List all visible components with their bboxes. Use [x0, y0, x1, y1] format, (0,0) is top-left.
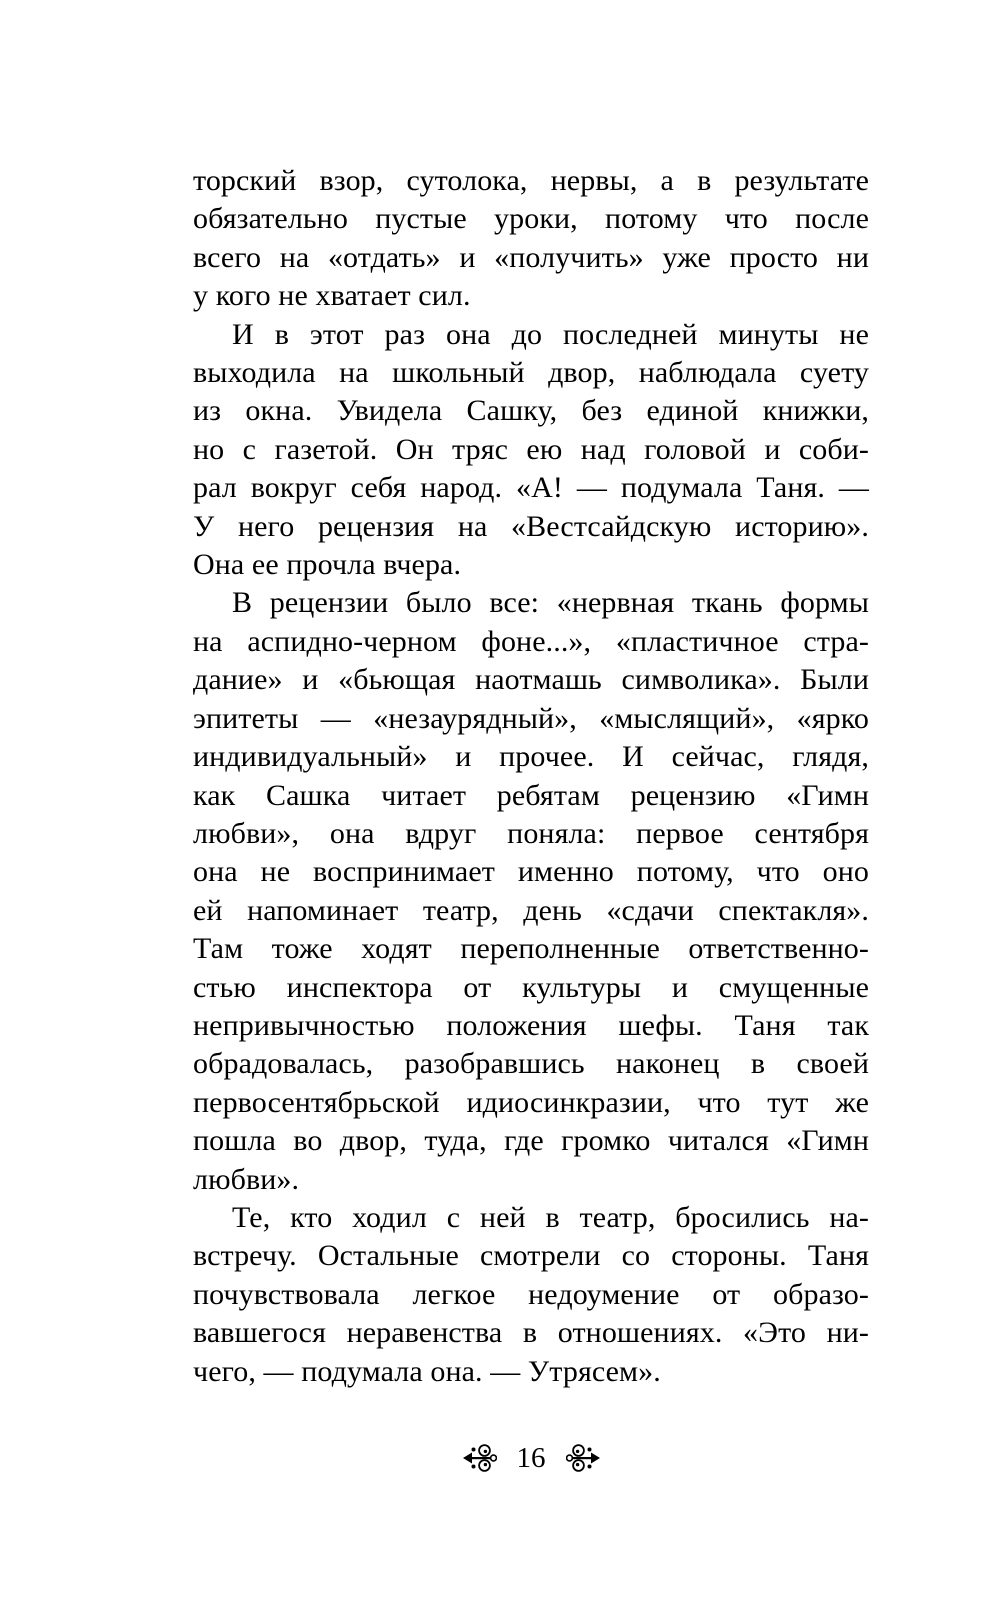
text-line: обрадовалась, разобравшись наконец в своей	[193, 1047, 869, 1081]
text-line: обязательно пустые уроки, потому что после	[193, 202, 869, 236]
text-line: но с газетой. Он тряс ею над головой и соби-	[193, 432, 869, 466]
text-line: встречу. Остальные смотрели со стороны. Таня	[193, 1239, 869, 1273]
text-line: ей напоминает театр, день «сдачи спектакля».	[193, 893, 869, 927]
paragraph	[193, 162, 869, 316]
text-line: всего на «отдать» и «получить» уже просто ни	[193, 240, 869, 274]
text-block	[193, 162, 869, 1391]
text-line: Она ее прочла вчера.	[193, 548, 462, 582]
fleuron-left-icon	[463, 1443, 497, 1473]
text-line: Там тоже ходят переполненные ответственно-	[193, 932, 869, 966]
text-line: на аспидно-черном фоне...», «пластичное стра-	[193, 624, 869, 658]
text-line: эпитеты — «незаурядный», «мыслящий», «ярко	[193, 701, 869, 735]
text-line: стью инспектора от культуры и смущенные	[193, 970, 869, 1004]
fleuron-right-icon	[566, 1443, 600, 1473]
text-line: почувствовала легкое недоумение от образо-	[193, 1277, 869, 1311]
text-line: дание» и «бьющая наотмашь символика». Были	[193, 663, 869, 697]
text-line: вавшегося неравенства в отношениях. «Это ни-	[193, 1316, 869, 1350]
text-line: любви», она вдруг поняла: первое сентября	[193, 816, 869, 850]
text-line: Те, кто ходил с ней в театр, бросились на-	[232, 1200, 869, 1234]
text-line: у кого не хватает сил.	[193, 279, 471, 313]
text-line: чего, — подумала она. — Утрясем».	[193, 1354, 661, 1388]
text-line: выходила на школьный двор, наблюдала суету	[193, 356, 869, 390]
text-line: пошла во двор, туда, где громко читался «Гимн	[193, 1124, 869, 1158]
text-line: торский взор, сутолока, нервы, а в результате	[193, 164, 869, 197]
text-line: непривычностью положения шефы. Таня так	[193, 1008, 869, 1042]
paragraph	[193, 584, 869, 1199]
page-number: 16	[516, 1441, 546, 1474]
paragraph	[193, 1199, 869, 1391]
text-line: первосентябрьской идиосинкразии, что тут же	[193, 1085, 869, 1119]
text-line: как Сашка читает ребятам рецензию «Гимн	[193, 778, 869, 812]
text-line: У него рецензия на «Вестсайдскую историю».	[193, 509, 869, 543]
text-line: она не воспринимает именно потому, что оно	[193, 855, 869, 889]
text-line: любви».	[193, 1162, 300, 1196]
paragraph	[193, 316, 869, 585]
text-line: рал вокруг себя народ. «А! — подумала Таня. —	[193, 471, 869, 505]
text-line: индивидуальный» и прочее. И сейчас, глядя,	[193, 740, 869, 774]
page-footer	[193, 1436, 869, 1480]
text-line: В рецензии было все: «нервная ткань формы	[232, 586, 869, 620]
text-line: из окна. Увидела Сашку, без единой книжки,	[193, 394, 869, 428]
text-line: И в этот раз она до последней минуты не	[232, 317, 869, 351]
